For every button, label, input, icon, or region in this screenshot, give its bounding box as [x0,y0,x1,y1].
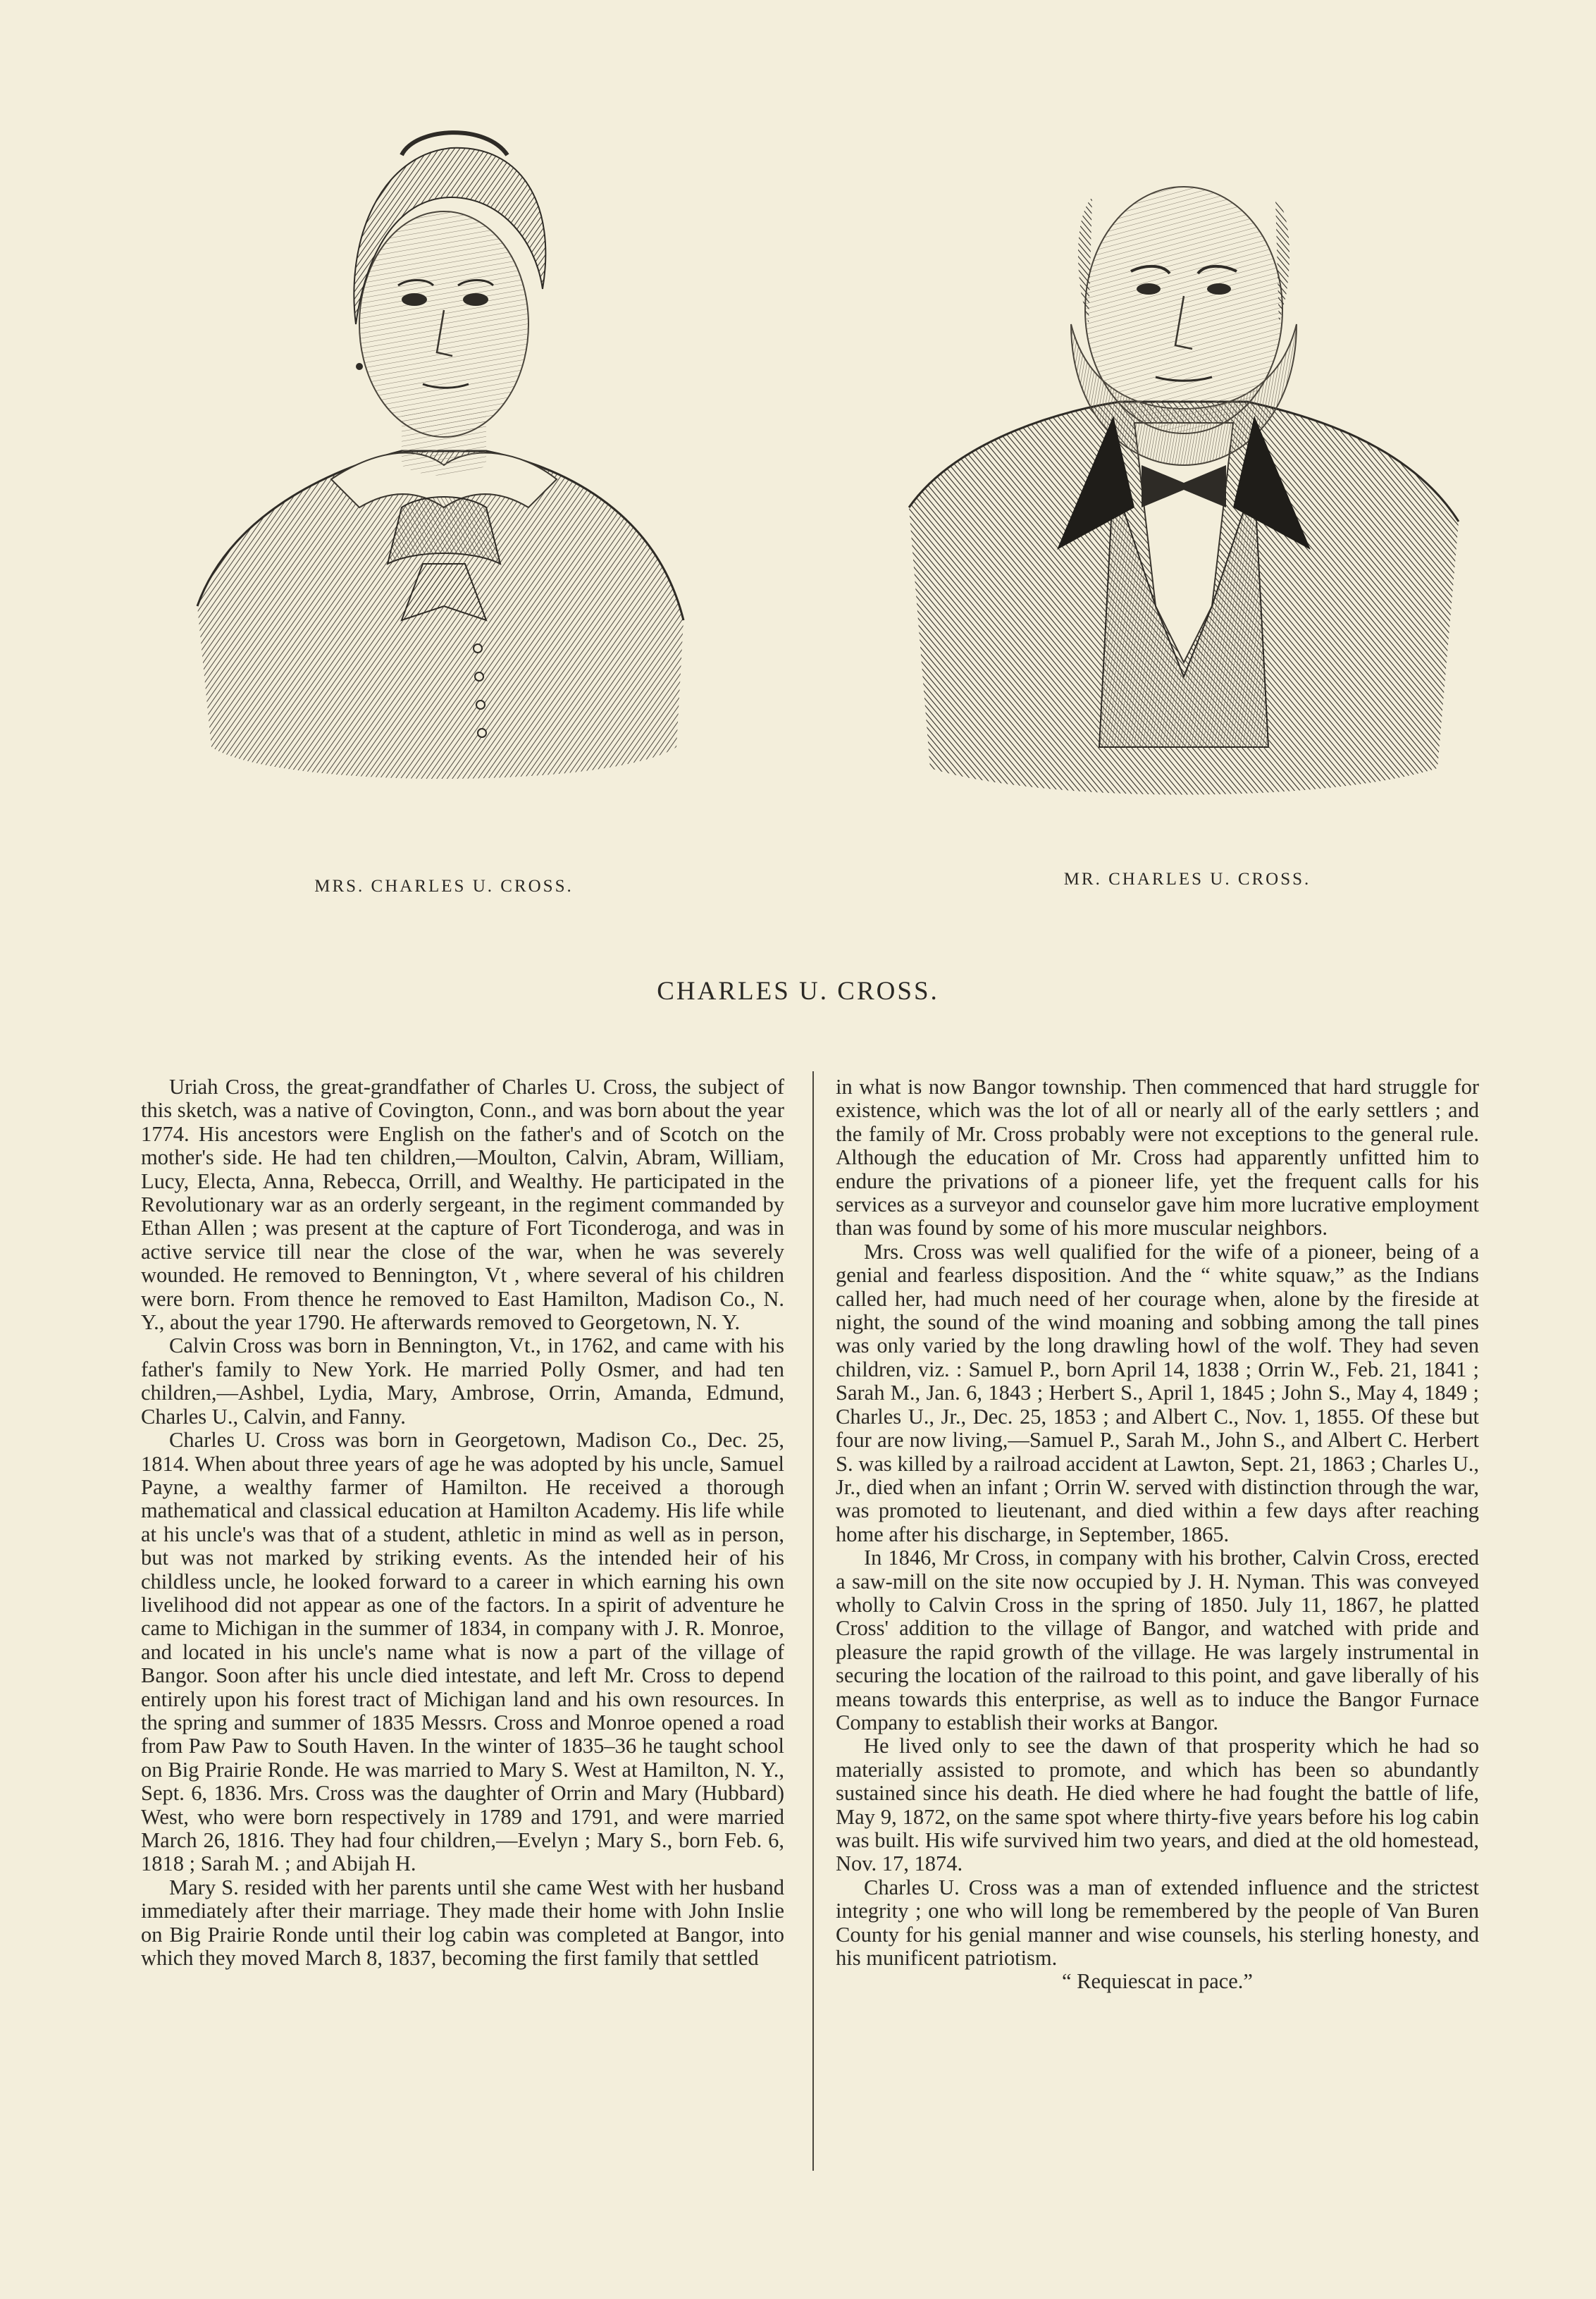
portrait-mr-cross [902,113,1466,803]
column-divider [812,1071,814,2171]
paragraph: Calvin Cross was born in Bennington, Vt., in 1762, and came with his father's family to New York. He married Polly Osmer, and had ten children,—Ashbel, Lydia, Mary, Ambrose, Orrin, Amanda, Edmund, Charles U., Calvin, and Fanny. [141,1333,784,1429]
left-column [141,1075,784,1970]
portrait-mrs-cross [190,113,705,803]
right-column [836,1075,1479,1994]
closing-line: “ Requiescat in pace.” [1062,1969,1253,1994]
paragraph: Mrs. Cross was well qualified for the wife of a pioneer, being of a genial and fearless disposition. And the “ white squaw,” as the Indians called her, had much need of her courage when, alone by the fireside at night, the sound of the wind moaning and sobbing among the tall pines was only varied by the long drawling howl of the wolf. They had seven children, viz. : Samuel P., born April 14, 1838 ; Orrin W., Feb. 21, 1841 ; Sarah M., Jan. 6, 1843 ; Herbert S., April 1, 1845 ; John S., May 4, 1849 ; Charles U., Jr., Dec. 25, 1853 ; and Albert C., Nov. 1, 1855. Of these but four are now living,—Samuel P., Sarah M., John S., and Albert C. Herbert S. was killed by a railroad accident at Lawton, Sept. 21, 1863 ; Charles U., Jr., died when an infant ; Orrin W. served with distinction through the war, was promoted to lieutenant, and died within a few days after reaching home after his discharge, in September, 1865. [836,1239,1479,1546]
paragraph: Uriah Cross, the great-grandfather of Charles U. Cross, the subject of this sketch, was a native of Covington, Conn., and was born about the year 1774. His ancestors were English on the father's and of Scotch on the mother's side. He had ten children,—Moulton, Calvin, Abram, William, Lucy, Electa, Anna, Rebecca, Orrill, and Wealthy. He participated in the Revolutionary war as an orderly sergeant, in the regiment commanded by Ethan Allen ; was present at the capture of Fort Ticonderoga, and was in active service till near the close of the war, when he was severely wounded. He removed to Bennington, Vt , where several of his children were born. From thence he removed to East Hamilton, Madison Co., N. Y., about the year 1790. He afterwards removed to Georgetown, N. Y. [141,1075,784,1335]
paragraph: He lived only to see the dawn of that prosperity which he had so materially assisted to promote, and which has been so abundantly sustained since his death. He died where he had fought the battle of life, May 9, 1872, on the same spot where thirty-five years before his log cabin was built. His wife survived him two years, and died at the old homestead, Nov. 17, 1874. [836,1734,1479,1876]
paragraph: Charles U. Cross was born in Georgetown, Madison Co., Dec. 25, 1814. When about three years of age he was adopted by his uncle, Samuel Payne, a wealthy farmer of Hamilton. He received a thorough mathematical and classical education at Hamilton Academy. His life while at his uncle's was that of a student, athletic in mind as well as in person, but was not marked by striking events. As the intended heir of his childless uncle, he looked forward to a career in which earning his own livelihood did not appear as one of the factors. In a spirit of adventure he came to Michigan in the summer of 1834, in company with J. R. Monroe, and located in his uncle's name what is now a part of the village of Bangor. Soon after his uncle died intestate, and left Mr. Cross to depend entirely upon his forest tract of Michigan land and his own resources. In the spring and summer of 1835 Messrs. Cross and Monroe opened a road from Paw Paw to South Haven. In the winter of 1835–36 he taught school on Big Prairie Ronde. He was married to Mary S. West at Hamilton, N. Y., Sept. 6, 1836. Mrs. Cross was the daughter of Orrin and Mary (Hubbard) West, who were born respectively in 1789 and 1791, and were married March 26, 1816. They had four children,—Evelyn ; Mary S., born Feb. 6, 1818 ; Sarah M. ; and Abijah H. [141,1428,784,1876]
engraving-woman-icon [190,113,705,803]
paragraph: Charles U. Cross was a man of extended influence and the strictest integrity ; one who will long be remembered by the people of Van Buren County for his genial manner and wise counsels, his sterling honesty, and his munificent patriotism. [836,1875,1479,1971]
caption-mr-cross: MR. CHARLES U. CROSS. [1063,870,1311,889]
engraving-man-icon [902,113,1466,803]
paragraph: In 1846, Mr Cross, in company with his brother, Calvin Cross, erected a saw-mill on the site now occupied by J. H. Nyman. This was conveyed wholly to Calvin Cross in the spring of 1850. July 11, 1867, he platted Cross' addition to the village of Bangor, and watched with pride and pleasure the rapid growth of the village. He was largely instrumental in securing the location of the railroad to this point, and gave liberally of his means towards this enterprise, as well as to induce the Bangor Furnace Company to establish their works at Bangor. [836,1546,1479,1734]
paragraph: Mary S. resided with her parents until she came West with her husband immediately after their marriage. They made their home with John Inslie on Big Prairie Ronde until their log cabin was completed at Bangor, into which they moved March 8, 1837, becoming the first family that settled [141,1875,784,1971]
paragraph: in what is now Bangor township. Then commenced that hard struggle for existence, which was the lot of all or nearly all of the early settlers ; and the family of Mr. Cross probably were not exceptions to the general rule. Although the education of Mr. Cross had apparently unfitted him to endure the privations of a pioneer life, yet the frequent calls for his services as a surveyor and counselor gave him more lucrative employment than was found by some of his more muscular neighbors. [836,1075,1479,1240]
article-title: CHARLES U. CROSS. [657,977,939,1006]
caption-mrs-cross: MRS. CHARLES U. CROSS. [314,877,574,896]
